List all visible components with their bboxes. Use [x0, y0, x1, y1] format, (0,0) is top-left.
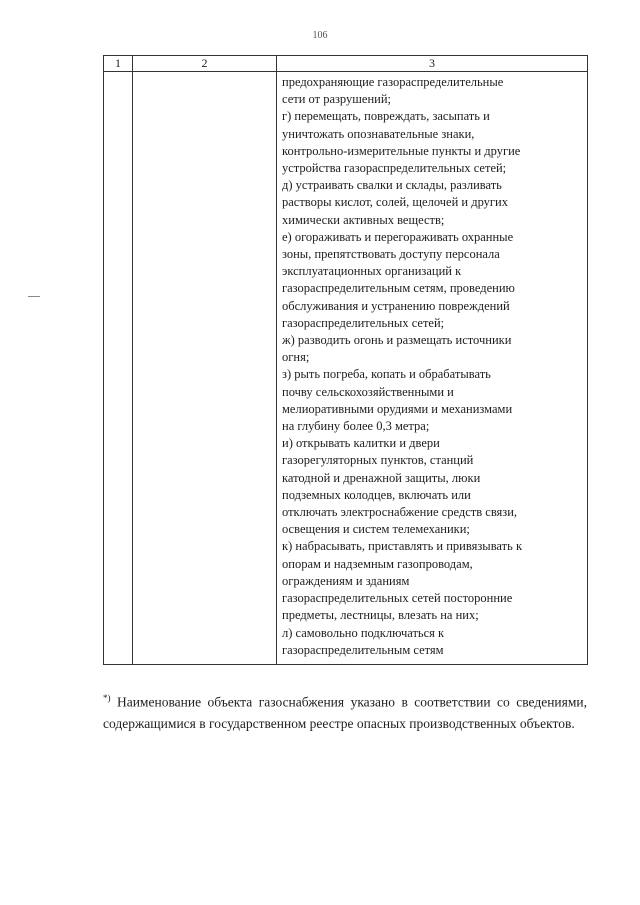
cell-col-2	[133, 72, 277, 665]
header-col-3: 3	[277, 56, 588, 72]
cell-col-1	[104, 72, 133, 665]
list-line: сети от разрушений;	[282, 92, 391, 107]
list-line: обслуживания и устранению повреждений	[282, 298, 510, 313]
list-line: газораспределительных сетей посторонние	[282, 591, 513, 606]
list-line: предметы, лестницы, влезать на них;	[282, 608, 479, 623]
list-line: уничтожать опознавательные знаки,	[282, 126, 475, 141]
list-line: растворы кислот, солей, щелочей и других	[282, 195, 508, 210]
header-col-2: 2	[133, 56, 277, 72]
list-line: г) перемещать, повреждать, засыпать и	[282, 109, 490, 124]
header-col-1: 1	[104, 56, 133, 72]
list-line: з) рыть погреба, копать и обрабатывать	[282, 367, 491, 382]
list-line: к) набрасывать, приставлять и привязывать к	[282, 539, 523, 554]
page-number: 106	[312, 30, 328, 41]
list-line: газораспределительным сетям	[282, 642, 444, 657]
list-line: катодной и дренажной защиты, люки	[282, 470, 481, 485]
list-line: эксплуатационных организаций к	[282, 264, 462, 279]
list-line: химически активных веществ;	[282, 212, 445, 227]
list-line: д) устраивать свалки и склады, разливать	[282, 178, 502, 193]
list-line: освещения и систем телемеханики;	[282, 522, 470, 537]
list-line: устройства газораспределительных сетей;	[282, 161, 507, 176]
footnote-marker: *)	[103, 693, 111, 703]
list-line: е) огораживать и перегораживать охранные	[282, 229, 514, 244]
footnote-text: Наименование объекта газоснабжения указано в соответствии со сведениями, содержащимися в государственном реестре опасных производственных объектов.	[103, 694, 587, 731]
cell-col-3	[277, 72, 588, 665]
list-line: мелиоративными орудиями и механизмами	[282, 401, 513, 416]
margin-mark	[28, 296, 40, 297]
list-line: газораспределительным сетям, проведению	[282, 281, 515, 296]
table-row	[104, 72, 588, 665]
list-line: отключать электроснабжение средств связи,	[282, 505, 518, 520]
list-line: ж) разводить огонь и размещать источники	[282, 333, 512, 348]
list-line: газораспределительных сетей;	[282, 315, 445, 330]
list-line: огня;	[282, 350, 310, 365]
list-line: газорегуляторных пунктов, станций	[282, 453, 474, 468]
list-line: ограждениям и зданиям	[282, 573, 410, 588]
list-line: л) самовольно подключаться к	[282, 625, 445, 640]
list-line: и) открывать калитки и двери	[282, 436, 440, 451]
list-line: на глубину более 0,3 метра;	[282, 419, 430, 434]
list-line: контрольно-измерительные пункты и другие	[282, 143, 521, 158]
restrictions-list	[277, 72, 587, 659]
list-line: предохраняющие газораспределительные	[282, 75, 504, 89]
table-header-row	[104, 56, 588, 72]
list-line: подземных колодцев, включать или	[282, 487, 471, 502]
content-table	[103, 55, 588, 665]
footnote	[103, 688, 587, 734]
list-line: почву сельскохозяйственными и	[282, 384, 454, 399]
list-line: зоны, препятствовать доступу персонала	[282, 247, 500, 262]
list-line: опорам и надземным газопроводам,	[282, 556, 473, 571]
